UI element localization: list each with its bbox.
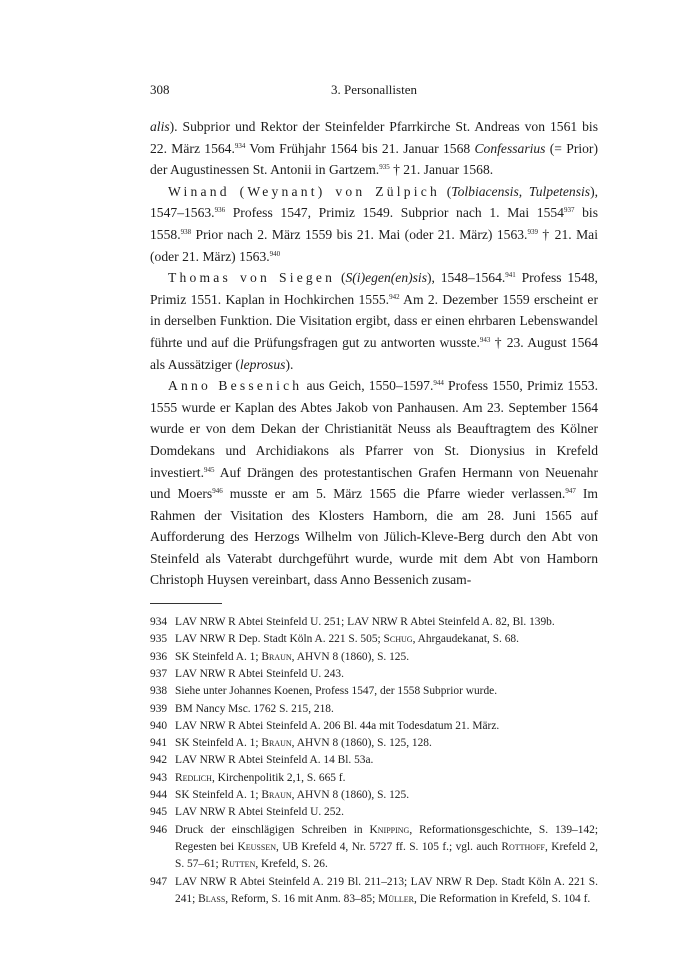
footnote: 940 LAV NRW R Abtei Steinfeld A. 206 Bl. 44a mit Todesdatum 21. März. [150,719,500,732]
footnote: 947 LAV NRW R Abtei Steinfeld A. 219 Bl. 211–213; LAV NRW R Dep. Stadt Köln A. 221 S. 241; Blass, Reform, S. 16 mit Anm. 83–85; Müller, Die Reformation in Krefeld, S. 104 f. [150,875,598,905]
footnote-ref: 937 [563,206,575,215]
footnote-ref: 936 [214,206,226,215]
footnote: 938 Siehe unter Johannes Koenen, Profess 1547, der 1558 Subprior wurde. [150,685,498,698]
book-page [150,82,598,908]
entry-anno: Anno Bessenich aus Geich, 1550–1597.$^{944}$ Profess 1550, Primiz 1553. 1555 wurde er Kaplan des Abtes Jakob von Panhausen. Am 23. September 1564 wurde er von dem Dekan der Christianität Neuss als Beauftragtem des Kölner Domdekans und Archidiakons als Pfarrer von St. Dionysius in Krefeld investiert.$^{945}$ Auf Drängen des protestantischen Grafen Hermann von Neuenahr und Moers$^{946}$ musste er am 5. März 1565 die Pfarre wieder verlassen.$^{947}$ Im Rahmen der Visitation des Klosters Hamborn, die am 28. Juni 1565 auf Aufforderung des Herzogs Wilhelm von Jülich-Kleve-Berg durch den Abt von Steinfeld als Vaterabt durchgeführt wurde, wurde mit dem Abt von Hamborn Christoph Huysen vereinbart, dass Anno Bessenich zusam- [150,378,598,588]
footnote: 934 LAV NRW R Abtei Steinfeld U. 251; LAV NRW R Abtei Steinfeld A. 82, Bl. 139b. [150,616,555,629]
entry-thomas: Thomas von Siegen (S(i)egen(en)sis), 1548–1564.$^{941}$ Profess 1548, Primiz 1551. Kaplan in Hochkirchen 1555.$^{942}$ Am 2. Dezember 1559 erscheint er in derselben Funktion. Die Visitation ergibt, dass er einen ehrbaren Lebenswandel führte und auf die Prüfungsfragen gut zu antworten wusste.$^{943}$ † 23. August 1564 als Aussätziger (leprosus). [150,270,598,372]
footnote-ref: 940 [269,249,281,258]
footnote-ref: 935 [379,163,390,172]
footnote: 942 LAV NRW R Abtei Steinfeld A. 14 Bl. 53a. [150,754,374,767]
footnote-ref: 941 [505,271,516,280]
entry-name: Winand (Weynant) von Zülpich [168,183,440,199]
footnote: 946 Druck der einschlägigen Schreiben in Knipping, Reformationsgeschichte, S. 139–142; Regesten bei Keussen, UB Krefeld 4, Nr. 5727 ff. S. 105 f.; vgl. auch Rotthoff, Krefeld 2, S. 57–61; Rutten, Krefeld, S. 26. [150,823,599,871]
footnote: 941 SK Steinfeld A. 1; Braun, AHVN 8 (1860), S. 125, 128. [150,737,432,750]
footnote: 936 SK Steinfeld A. 1; Braun, AHVN 8 (1860), S. 125. [150,650,410,663]
footnote-ref: 939 [527,227,538,236]
footnote: 945 LAV NRW R Abtei Steinfeld U. 252. [150,806,344,819]
footnote: 944 SK Steinfeld A. 1; Braun, AHVN 8 (1860), S. 125. [150,789,410,802]
page-header [150,82,598,102]
paragraph-continuation: alis). Subprior und Rektor der Steinfelder Pfarrkirche St. Andreas von 1561 bis 22. März 1564.$^{934}$ Vom Frühjahr 1564 bis 21. Januar 1568 Confessarius (= Prior) der Augustinessen St. Antonii in Gartzem.$^{935}$ † 21. Januar 1568. [150,119,598,178]
footnote: 939 BM Nancy Msc. 1762 S. 215, 218. [150,702,334,715]
footnote-ref: 938 [180,227,192,236]
footnote-ref: 934 [234,141,246,150]
footnote-ref: 946 [212,487,223,496]
body-text [150,116,598,591]
entry-name: Thomas von Siegen [168,270,336,286]
footnote-ref: 945 [203,465,215,474]
footnotes [150,614,598,908]
footnote-ref: 943 [479,335,491,344]
footnote-separator [150,603,222,604]
running-title: 3. Personallisten [331,82,417,97]
footnote: 937 LAV NRW R Abtei Steinfeld U. 243. [150,667,344,680]
entry-winand: Winand (Weynant) von Zülpich (Tolbiacensis, Tulpetensis), 1547–1563.$^{936}$ Profess 1547, Primiz 1549. Subprior nach 1. Mai 1554$^{937}$ bis 1558.$^{938}$ Prior nach 2. März 1559 bis 21. Mai (oder 21. März) 1563.$^{939}$ † 21. Mai (oder 21. März) 1563.$^{940}$ [150,183,599,264]
footnote-ref: 947 [565,487,576,496]
page-number: 308 [150,82,170,97]
footnote: 935 LAV NRW R Dep. Stadt Köln A. 221 S. 505; Schug, Ahrgaudekanat, S. 68. [150,633,519,646]
footnote-ref: 944 [433,379,444,388]
entry-name: Anno Bessenich [168,378,303,394]
footnote-ref: 942 [389,292,400,301]
footnote: 943 Redlich, Kirchenpolitik 2,1, S. 665 f. [150,771,346,784]
